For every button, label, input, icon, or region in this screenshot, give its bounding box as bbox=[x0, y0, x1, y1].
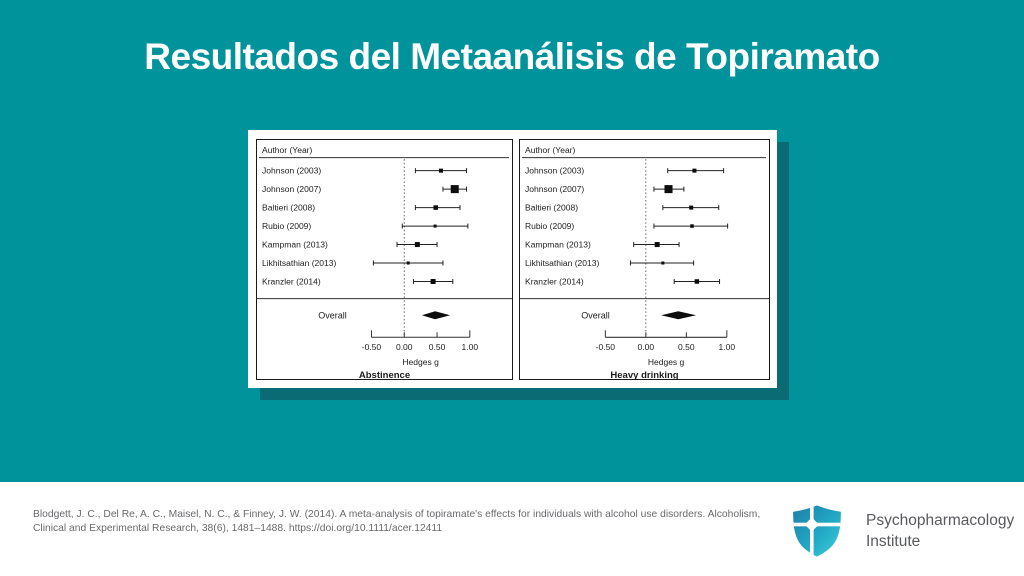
panel-title: Heavy drinking bbox=[610, 369, 679, 379]
overall-diamond bbox=[661, 311, 696, 319]
footer bbox=[0, 482, 1024, 576]
study-label: Likhitsathian (2013) bbox=[525, 258, 600, 269]
logo bbox=[791, 504, 1014, 558]
effect-marker bbox=[695, 279, 700, 284]
logo-text-line-1: Psychopharmacology bbox=[866, 512, 1015, 529]
study-label: Likhitsathian (2013) bbox=[262, 258, 337, 269]
slide-title: Resultados del Metaanálisis de Topiramato bbox=[144, 36, 880, 77]
effect-marker bbox=[665, 185, 673, 193]
effect-marker bbox=[689, 206, 693, 210]
overall-diamond bbox=[422, 311, 450, 319]
forest-plot-abstinence bbox=[257, 140, 512, 379]
effect-marker bbox=[431, 279, 436, 284]
x-tick-label: 1.00 bbox=[718, 341, 736, 352]
shield-shape bbox=[793, 506, 841, 557]
study-label: Baltieri (2008) bbox=[262, 202, 316, 213]
x-axis-label: Hedges g bbox=[402, 356, 439, 367]
effect-marker bbox=[655, 242, 660, 247]
x-tick-label: -0.50 bbox=[595, 341, 616, 352]
effect-marker bbox=[434, 225, 437, 228]
citation-line-2: Clinical and Experimental Research, 38(6), 1481–1488. https://doi.org/10.1111/acer.12411 bbox=[33, 523, 443, 534]
forest-panel-abstinence bbox=[256, 139, 513, 380]
study-label: Kampman (2013) bbox=[525, 239, 591, 250]
effect-marker bbox=[692, 169, 696, 173]
citation-line-1: Blodgett, J. C., Del Re, A. C., Maisel, N. C., & Finney, J. W. (2014). A meta-analysis of topiramate's effects for individuals with alcohol use disorders. Alcoholism, bbox=[33, 509, 761, 520]
logo-shield-cross-icon bbox=[791, 504, 843, 558]
overall-label: Overall bbox=[318, 310, 347, 321]
effect-marker bbox=[661, 262, 664, 265]
study-label: Rubio (2009) bbox=[525, 221, 575, 232]
study-label: Baltieri (2008) bbox=[525, 202, 579, 213]
study-label: Kampman (2013) bbox=[262, 239, 328, 250]
effect-marker bbox=[407, 262, 410, 265]
logo-text-line-2: Institute bbox=[866, 533, 921, 550]
study-label: Johnson (2003) bbox=[262, 165, 322, 176]
panel-title: Abstinence bbox=[358, 369, 411, 379]
effect-marker bbox=[415, 242, 420, 247]
citation-text bbox=[33, 508, 763, 536]
study-label: Johnson (2007) bbox=[525, 184, 585, 195]
forest-plot-heavy-drinking bbox=[520, 140, 769, 379]
effect-marker bbox=[433, 205, 438, 210]
x-tick-label: 1.00 bbox=[461, 341, 479, 352]
forest-plot-figure-card bbox=[248, 130, 777, 388]
study-label: Johnson (2003) bbox=[525, 165, 585, 176]
logo-text bbox=[866, 510, 1014, 552]
x-tick-label: -0.50 bbox=[361, 341, 382, 352]
study-label: Rubio (2009) bbox=[262, 221, 312, 232]
study-label: Kranzler (2014) bbox=[525, 276, 584, 287]
x-tick-label: 0.00 bbox=[637, 341, 655, 352]
panel-header: Author (Year) bbox=[262, 145, 313, 156]
panel-header: Author (Year) bbox=[525, 145, 576, 156]
study-label: Kranzler (2014) bbox=[262, 276, 321, 287]
x-tick-label: 0.50 bbox=[428, 341, 446, 352]
effect-marker bbox=[439, 169, 443, 173]
effect-marker bbox=[451, 185, 459, 193]
x-axis-label: Hedges g bbox=[647, 356, 685, 367]
effect-marker bbox=[690, 224, 694, 228]
forest-panel-heavy-drinking bbox=[519, 139, 770, 380]
x-tick-label: 0.50 bbox=[678, 341, 695, 352]
study-label: Johnson (2007) bbox=[262, 184, 322, 195]
overall-label: Overall bbox=[581, 310, 610, 321]
x-tick-label: 0.00 bbox=[395, 341, 413, 352]
